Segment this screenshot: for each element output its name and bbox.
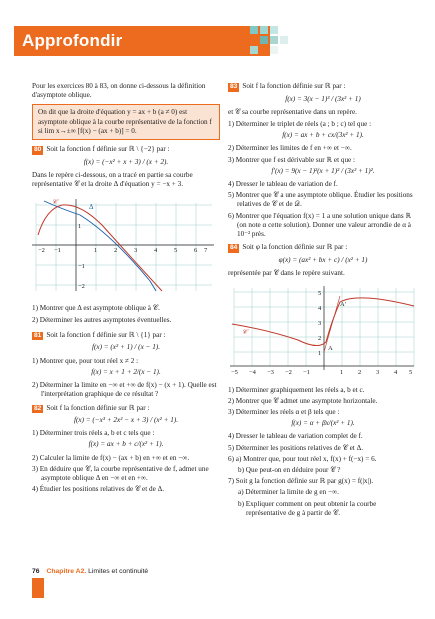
ex82-number: 82 [34, 404, 42, 412]
intro-text: Pour les exercices 80 à 83, on donne ci-dessous la définition d'asymptote oblique. [32, 82, 206, 100]
xtick-2: −1 [54, 247, 61, 255]
ex84-formula: φ(x) = (ax² + bx + c) / (x² + 1) [278, 255, 368, 264]
ex83-q3-formula: f′(x) = 9(x − 1)²(x + 1)² / (3x² + 1)². [271, 166, 375, 175]
ex80-context: Dans le repère ci-dessous, on a tracé en partie sa courbe représentative 𝒞 et la droite Δ d'équation y = −x + 3. [32, 170, 193, 189]
ex80-statement [32, 145, 220, 155]
point-a2-label: A′ [340, 301, 347, 309]
chapter-label: Chapitre A2. [46, 568, 87, 575]
ex83-q6: 6) Montrer que l'équation f(x) = 1 a une solution unique dans ℝ (on note α cette solution). Donner une valeur arrondie de α à 10⁻² près. [228, 211, 412, 239]
ytick-3: −2 [78, 283, 85, 291]
ex81-q1-formula: f(x) = x + 1 + 2/(x − 1). [91, 367, 161, 376]
ex84-q6b: b) Que peut-on en déduire pour 𝒞 ? [238, 466, 341, 475]
graph-ex80 [32, 195, 217, 295]
ex84-q5: 5) Déterminer les positions relatives de 𝒞 et Δ. [228, 443, 364, 452]
ex83-q5: 5) Montrer que 𝒞 a une asymptote oblique. Étudier les positions relatives de 𝒞 et de 𝒟. [228, 191, 413, 209]
ex83-context: et 𝒞 sa courbe représentative dans un repère. [228, 107, 357, 116]
ex83-q1-formula: f(x) = ax + b + cx/(3x² + 1). [282, 131, 364, 140]
line-label: Δ [89, 203, 94, 212]
header-banner [0, 0, 435, 78]
ex81-text: Soit la fonction f définie sur ℝ \ {1} par : [46, 330, 166, 339]
ex83-statement [228, 82, 418, 92]
ex84-statement [228, 243, 418, 253]
ex83-formula: f(x) = 3(x − 1)³ / (3x² + 1) [285, 94, 361, 103]
right-column [228, 82, 418, 520]
xtick2-7: 2 [358, 369, 362, 377]
ytick-2: −1 [78, 263, 85, 271]
ex84-q7: 7) Soit g la fonction définie sur ℝ par g(x) = f(|x|). [228, 477, 374, 486]
ex82-q1: 1) Déterminer trois réels a, b et c tels que : [32, 429, 155, 438]
xtick-6: 4 [154, 247, 158, 255]
ex84-q3-formula: f(x) = α + βx/(x² + 1). [291, 419, 355, 428]
tangent-line [324, 296, 340, 352]
xtick-3: 1 [94, 247, 98, 255]
xtick2-1: −5 [231, 369, 238, 377]
ex84-q2: 2) Montrer que 𝒞 admet une asymptote horizontale. [228, 396, 378, 405]
definition-box [32, 104, 220, 140]
ex84-q4: 4) Dresser le tableau de variation complet de f. [228, 432, 363, 441]
ex80-q2: 2) Déterminer les autres asymptotes éventuelles. [32, 315, 172, 324]
decorative-squares [250, 22, 310, 62]
ex82-q1-formula: f(x) = ax + b + c/(x² + 1). [88, 440, 164, 449]
curve-2 [232, 298, 414, 346]
ex83-q1: 1) Déterminer le triplet de réels (a ; b ; c) tel que : [228, 119, 372, 128]
definition-text: On dit que la droite d'équation y = ax + b (a ≠ 0) est asymptote oblique à la courbe représentative de la fonction f si lim x→±∞ [f(x) − (ax + b)] = 0. [38, 108, 212, 135]
ex80-number: 80 [34, 146, 42, 154]
ex81-q2: 2) Déterminer la limite en −∞ et +∞ de f(x) − (x + 1). Quelle est l'interprétation graphique de ce résultat ? [32, 381, 217, 399]
ytick2-2: 4 [318, 305, 322, 313]
ex83-number: 83 [230, 83, 238, 90]
xtick2-3: −3 [267, 369, 274, 377]
footer-marker [32, 578, 44, 598]
xtick2-10: 5 [409, 369, 413, 377]
ex83-q3: 3) Montrer que f est dérivable sur ℝ et que : [228, 155, 356, 164]
asymptote-line [44, 201, 156, 291]
xtick-8: 6 [194, 247, 198, 255]
ytick-1: 1 [78, 223, 82, 231]
ex84-number: 84 [230, 244, 238, 252]
page-footer [32, 568, 148, 577]
xtick2-9: 4 [394, 369, 398, 377]
ex81-statement [32, 331, 220, 341]
ex82-q3: 3) En déduire que 𝒞, la courbe représentative de f, admet une asymptote oblique Δ en −∞ et en +∞. [32, 464, 209, 483]
xtick-7: 5 [174, 247, 178, 255]
ex80-q1: 1) Montrer que Δ est asymptote oblique à 𝒞. [32, 304, 160, 313]
curve-label: 𝒞 [52, 198, 58, 207]
left-column [32, 82, 220, 497]
ex84-q7b: b) Expliquer comment on peut obtenir la courbe représentative de g à partir de 𝒞. [238, 499, 377, 517]
ex84-context: représentée par 𝒞 dans le repère suivant. [228, 269, 345, 278]
ex84-q7a: a) Déterminer la limite de g en −∞. [238, 488, 339, 497]
ex84-q1: 1) Déterminer graphiquement les réels a, b et c. [228, 385, 365, 394]
ex83-q4: 4) Dresser le tableau de variation de f. [228, 180, 338, 189]
ytick2-1: 5 [318, 290, 322, 298]
ex82-q2: 2) Calculer la limite de f(x) − (ax + b) en +∞ et en −∞. [32, 453, 190, 462]
point-a-label: A [328, 345, 333, 353]
ex80-text: Soit la fonction f définie sur ℝ \ {−2} par : [46, 145, 170, 154]
ex81-q1: 1) Montrer que, pour tout réel x ≠ 2 : [32, 356, 139, 365]
ex81-number: 81 [34, 331, 42, 339]
ex84-text: Soit φ la fonction définie sur ℝ par : [242, 243, 348, 252]
ex82-statement [32, 404, 220, 414]
xtick2-4: −2 [285, 369, 292, 377]
xtick2-8: 3 [376, 369, 380, 377]
ex81-formula: f(x) = (x² + 1) / (x − 1). [92, 343, 160, 352]
ytick2-5: 1 [318, 350, 322, 358]
page-title: Approfondir [22, 31, 123, 50]
ex82-formula: f(x) = (−x³ + 2x² − x + 3) / (x² + 1). [73, 416, 178, 424]
ex83-q2: 2) Déterminer les limites de f en +∞ et −∞. [228, 144, 352, 153]
xtick-4: 2 [114, 247, 118, 255]
xtick2-6: 1 [340, 369, 344, 377]
xtick2-5: −1 [303, 369, 310, 377]
ytick2-3: 3 [318, 320, 322, 328]
xtick-9: 7 [204, 247, 208, 255]
ex83-text: Soit f la fonction définie sur ℝ par : [242, 82, 346, 90]
ytick2-4: 2 [318, 335, 322, 343]
xtick2-2: −4 [249, 369, 256, 377]
ex84-q3: 3) Déterminer les réels α et β tels que : [228, 407, 340, 416]
page-number: 76 [32, 568, 40, 575]
xtick-1: −2 [38, 247, 45, 255]
xtick-5: 3 [134, 247, 138, 255]
ex82-q4: 4) Étudier les positions relatives de 𝒞 et de Δ. [32, 485, 165, 494]
curve-label-2: 𝒞 [242, 328, 248, 337]
ex84-q6a: 6) a) Montrer que, pour tout réel x, f(x) + f(−x) = 6. [228, 454, 377, 463]
ex80-formula: f(x) = (−x² + x + 3) / (x + 2). [83, 157, 169, 166]
ex82-text: Soit f la fonction définie sur ℝ par : [46, 403, 150, 412]
graph-ex84 [228, 284, 416, 376]
chapter-subtitle: Limites et continuité [88, 568, 149, 575]
